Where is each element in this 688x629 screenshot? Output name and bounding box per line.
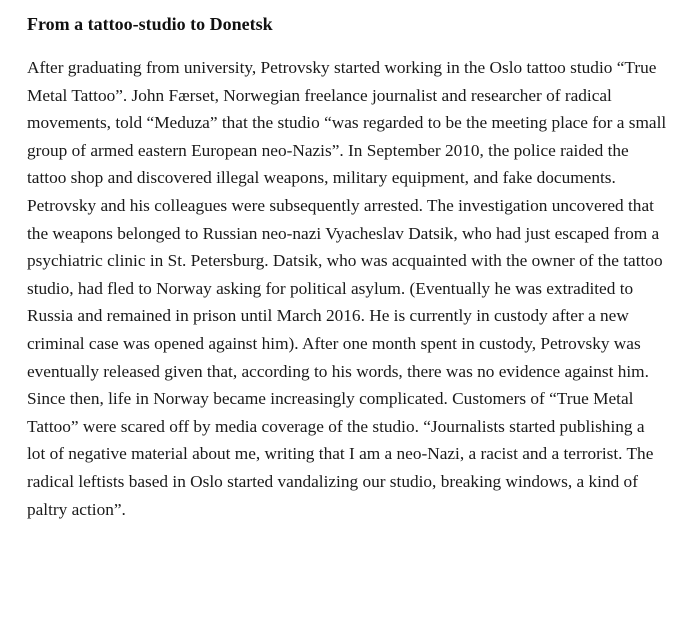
- article: [27, 12, 667, 523]
- article-paragraph: After graduating from university, Petrovsky started working in the Oslo tattoo studio “True Metal Tattoo”. John Færset, Norwegian freelance journalist and researcher of radical movements, told “Meduza” that the studio “was regarded to be the meeting place for a small group of armed eastern European neo-Nazis”. In September 2010, the police raided the tattoo shop and discovered illegal weapons, military equipment, and fake documents. Petrovsky and his colleagues were subsequently arrested. The investigation uncovered that the weapons belonged to Russian neo-nazi Vyacheslav Datsik, who had just escaped from a psychiatric clinic in St. Petersburg. Datsik, who was acquainted with the owner of the tattoo studio, had fled to Norway asking for political asylum. (Eventually he was extradited to Russia and remained in prison until March 2016. He is currently in custody after a new criminal case was opened against him). After one month spent in custody, Petrovsky was eventually released given that, according to his words, there was no evidence against him. Since then, life in Norway became increasingly complicated. Customers of “True Metal Tattoo” were scared off by media coverage of the studio. “Journalists started publishing a lot of negative material about me, writing that I am a neo-Nazi, a racist and a terrorist. The radical leftists based in Oslo started vandalizing our studio, breaking windows, a kind of paltry action”.: [27, 58, 667, 519]
- section-heading: From a tattoo-studio to Donetsk: [27, 14, 273, 34]
